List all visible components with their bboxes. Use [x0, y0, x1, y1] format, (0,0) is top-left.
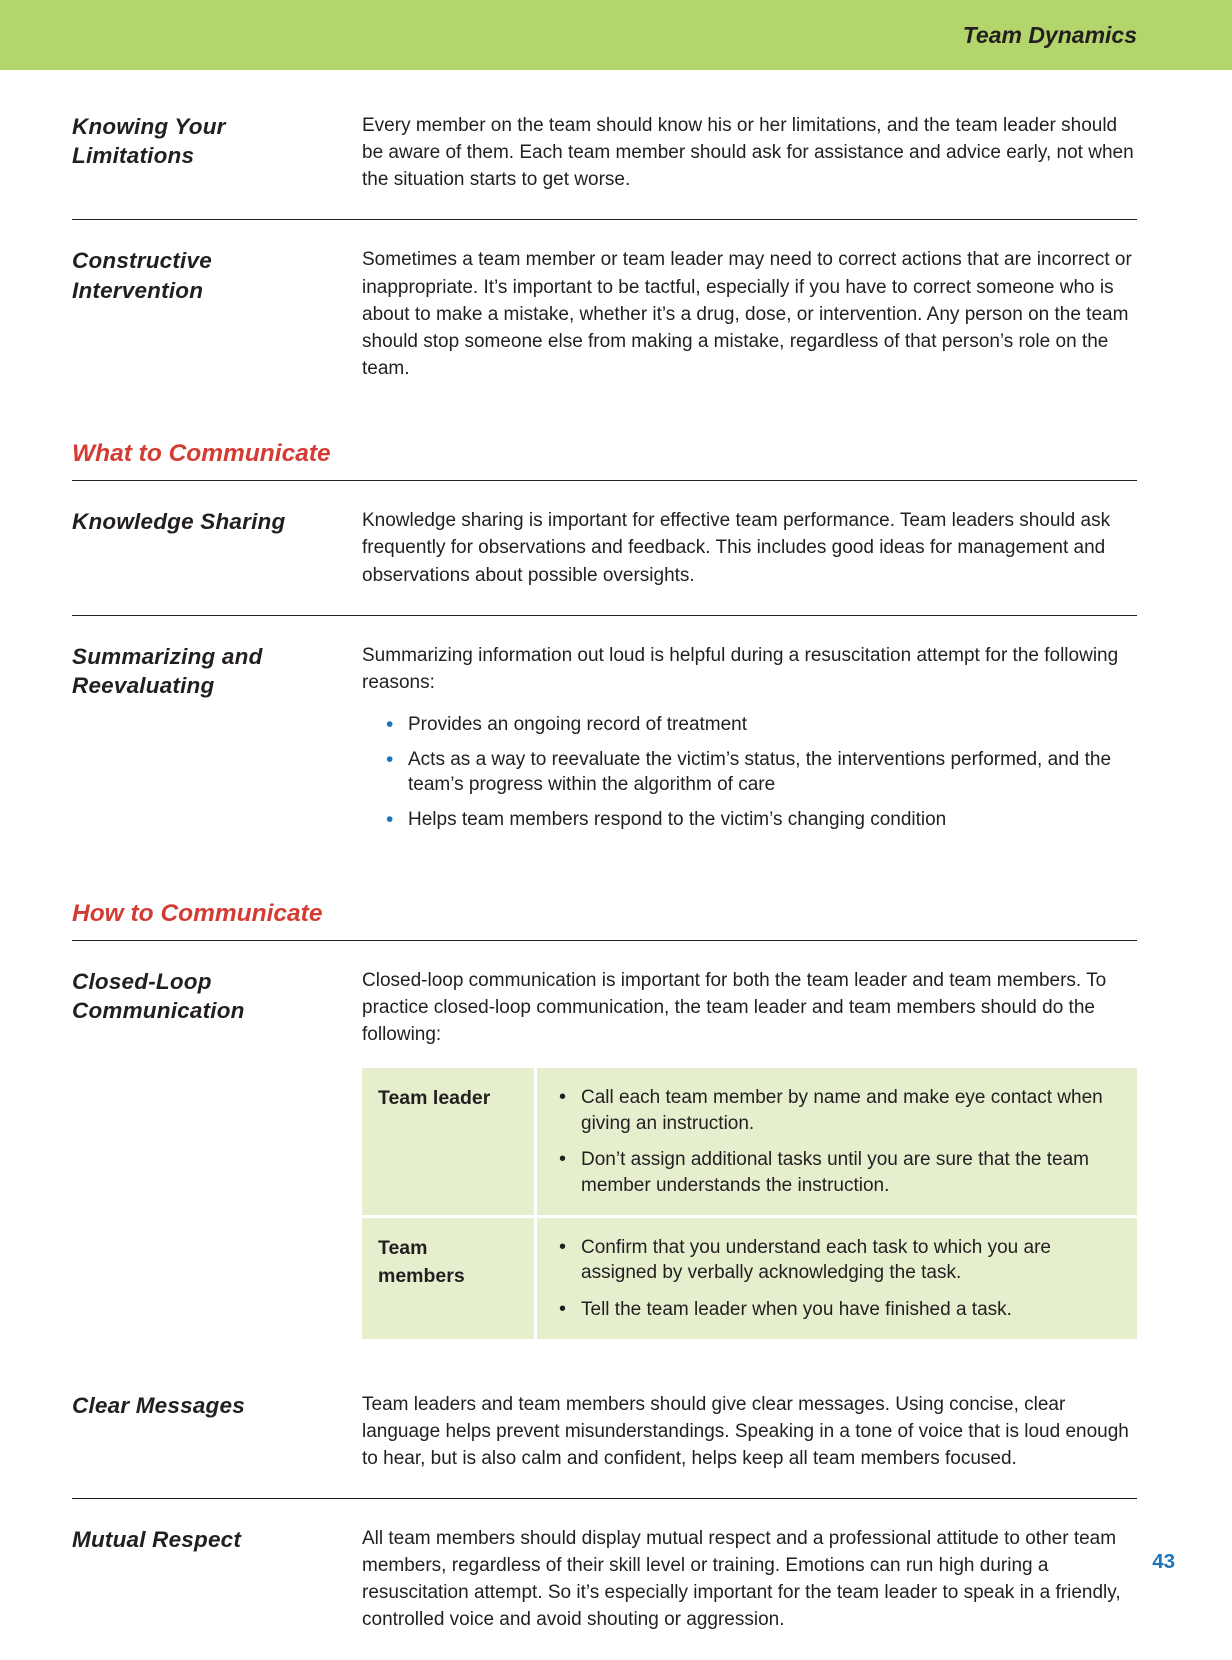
bullet-item: • Confirm that you understand each task to which you are assigned by verbally acknowledging the task.: [557, 1235, 1119, 1286]
paragraph: All team members should display mutual respect and a professional attitude to other team members, regardless of their skill level or training. Emotions can run high during a resuscitation attempt. So it’s especially important for the team leader to speak in a friendly, controlled voice and avoid shouting or aggression.: [362, 1528, 1121, 1631]
page-header: [0, 0, 1232, 70]
section-body: [362, 507, 1137, 588]
bullet-item: • Provides an ongoing record of treatment: [386, 712, 1137, 738]
section-mutual-respect: [72, 1499, 1137, 1660]
table-row-label: Team leader: [362, 1068, 534, 1215]
bullet-item: • Tell the team leader when you have finished a task.: [557, 1297, 1119, 1323]
bullet-item: • Don’t assign additional tasks until you are sure that the team member understands the instruction.: [557, 1147, 1119, 1198]
paragraph: Team leaders and team members should give clear messages. Using concise, clear language helps prevent misunderstandings. Speaking in a tone of voice that is loud enough to hear, but is also calm and confident, helps keep all team members focused.: [362, 1393, 1129, 1469]
section-heading: Summarizing and Reevaluating: [72, 643, 263, 698]
table-row-label: Team members: [362, 1218, 534, 1339]
paragraph: Knowledge sharing is important for effective team performance. Team leaders should ask frequently for observations and feedback. This includes good ideas for management and observations about possible oversights.: [362, 510, 1111, 586]
paragraph: Closed-loop communication is important for both the team leader and team members. To practice closed-loop communication, the team leader and team members should do the following:: [362, 969, 1107, 1045]
section-body: [362, 642, 1137, 842]
subheading-what-to-communicate: What to Communicate: [72, 440, 331, 468]
page-content: [0, 70, 1232, 1660]
section-body: [362, 967, 1137, 1339]
table-row-content: [537, 1218, 1137, 1339]
header-title: Team Dynamics: [962, 21, 1137, 48]
paragraph: Summarizing information out loud is helpful during a resuscitation attempt for the following reasons:: [362, 644, 1119, 693]
section-body: [362, 1525, 1137, 1634]
section-heading: Constructive Intervention: [72, 248, 212, 303]
section-heading: Closed-Loop Communication: [72, 968, 245, 1023]
bullet-item: • Acts as a way to reevaluate the victim’s status, the interventions performed, and the team’s progress within the algorithm of care: [386, 747, 1137, 798]
section-heading: Knowing Your Limitations: [72, 114, 226, 169]
bullet-item: • Call each team member by name and make eye contact when giving an instruction.: [557, 1085, 1119, 1136]
paragraph: Every member on the team should know his or her limitations, and the team leader should be aware of them. Each team member should ask for assistance and advice early, not when the situation starts to get worse.: [362, 115, 1134, 191]
page-number: 43: [1152, 1550, 1175, 1573]
bullet-list: [553, 1085, 1119, 1199]
bullet-item: • Helps team members respond to the victim’s changing condition: [386, 807, 1137, 833]
section-closed-loop: [72, 941, 1137, 1365]
table-row-content: [537, 1068, 1137, 1215]
bullet-list: [553, 1235, 1119, 1323]
paragraph: Sometimes a team member or team leader may need to correct actions that are incorrect or inappropriate. It’s important to be tactful, especially if you have to correct someone who is about to make a mistake, whether it’s a drug, dose, or intervention. Any person on the team should stop someone else from making a mistake, regardless of that person’s role on the team.: [362, 249, 1132, 380]
section-constructive-intervention: [72, 220, 1137, 408]
section-body: [362, 112, 1137, 193]
section-summarizing: [72, 616, 1137, 868]
section-body: [362, 246, 1137, 382]
subheading-how-to-communicate: How to Communicate: [72, 899, 323, 927]
section-heading: Knowledge Sharing: [72, 509, 286, 535]
closed-loop-table: [362, 1068, 1137, 1338]
section-knowing-limitations: [72, 90, 1137, 219]
section-knowledge-sharing: [72, 481, 1137, 614]
section-clear-messages: [72, 1365, 1137, 1498]
section-heading: Clear Messages: [72, 1392, 245, 1418]
bullet-list: [362, 712, 1137, 833]
section-body: [362, 1391, 1137, 1472]
section-heading: Mutual Respect: [72, 1527, 242, 1553]
